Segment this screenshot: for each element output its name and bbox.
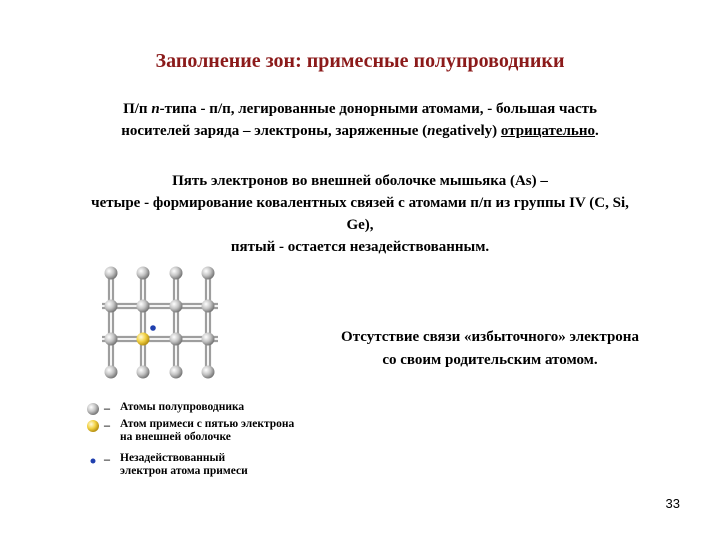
n-letter: n <box>151 101 160 117</box>
semiconductor-atom <box>137 300 150 313</box>
semiconductor-atom <box>202 267 215 280</box>
semiconductor-atom <box>105 333 118 346</box>
semiconductor-atom <box>105 366 118 379</box>
semiconductor-atom <box>137 267 150 280</box>
legend-label: Незадействованный электрон атома примеси <box>120 452 248 477</box>
side-note-line: Отсутствие связи «избыточного» электрона <box>341 329 639 345</box>
semiconductor-atom <box>202 366 215 379</box>
semiconductor-atom <box>105 267 118 280</box>
gray-sphere-icon <box>86 402 100 416</box>
para2-line: Ge), <box>346 217 374 233</box>
underlined-word: отрицательно <box>500 123 595 139</box>
page-number: 33 <box>665 496 680 511</box>
para2-line: пятый - остается незадействованным. <box>230 239 490 255</box>
n-letter: n <box>427 123 436 139</box>
impurity-atom <box>137 333 150 346</box>
semiconductor-atom <box>105 300 118 313</box>
free-electron <box>150 325 156 331</box>
side-note-line: со своим родительским атомом. <box>382 352 598 368</box>
legend-item-free-electron <box>86 452 356 480</box>
para1-text: . <box>595 123 599 139</box>
legend-dash: – <box>104 452 110 466</box>
yellow-sphere-icon <box>86 419 100 433</box>
lattice-bonds <box>102 274 218 372</box>
semiconductor-atom <box>170 333 183 346</box>
legend-label: Атом примеси с пятью электрона на внешней оболочке <box>120 418 295 443</box>
para2-line: четыре - формирование ковалентных связей с атомами п/п из группы IV (C, Si, <box>91 195 629 211</box>
blue-dot-icon <box>89 457 97 465</box>
n-type-definition <box>20 98 700 142</box>
legend-item-impurity <box>86 418 356 446</box>
semiconductor-atom <box>170 267 183 280</box>
semiconductor-atom <box>202 333 215 346</box>
legend-dash: – <box>104 418 110 432</box>
legend-dash: – <box>104 401 110 415</box>
legend-item-semiconductor <box>86 401 356 417</box>
semiconductor-atom <box>170 300 183 313</box>
slide-title: Заполнение зон: примесные полупроводники <box>155 50 565 72</box>
crystal-lattice-diagram <box>90 258 230 383</box>
semiconductor-atom <box>137 366 150 379</box>
para1-text: П/п <box>123 101 152 117</box>
para1-text: носителей заряда – электроны, заряженные ( <box>121 123 428 139</box>
para1-text: egatively) <box>435 123 501 139</box>
semiconductor-atom <box>202 300 215 313</box>
legend-label: Атомы полупроводника <box>120 401 245 413</box>
semiconductor-atom <box>170 366 183 379</box>
para1-text: -типа - п/п, легированные донорными атомами, - большая часть <box>159 101 597 117</box>
lattice-atoms <box>105 267 215 379</box>
arsenic-electrons-paragraph <box>10 170 710 258</box>
side-note <box>300 326 680 372</box>
para2-line: Пять электронов во внешней оболочке мышьяка (As) – <box>172 173 548 189</box>
